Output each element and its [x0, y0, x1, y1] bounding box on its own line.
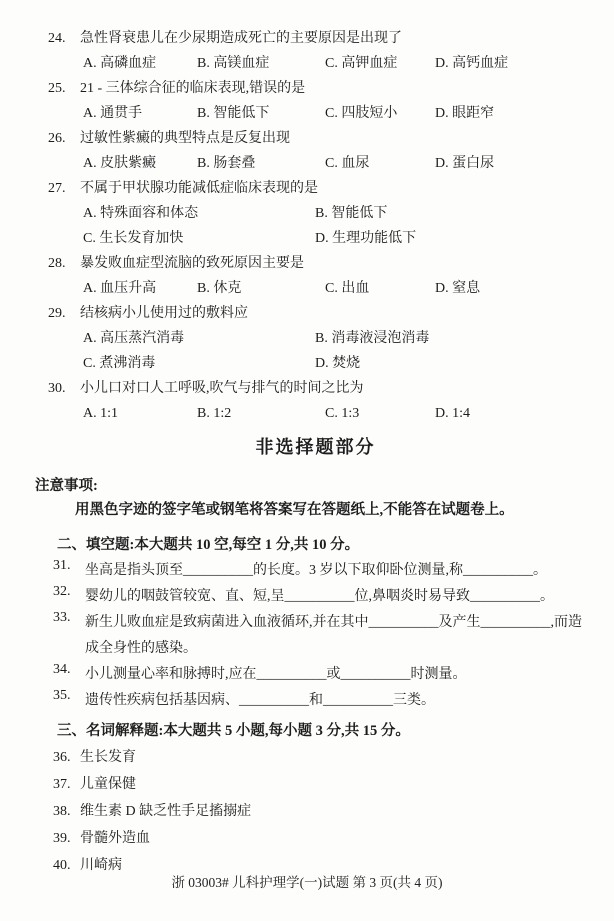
question-31-number: 31. [53, 558, 71, 573]
question-36-text: 生长发育 [80, 750, 136, 765]
term-section-title: 三、名词解释题:本大题共 5 小题,每小题 3 分,共 15 分。 [57, 723, 410, 739]
question-37-number: 37. [53, 777, 71, 792]
question-30-text: 小儿口对口人工呼吸,吹气与排气的时间之比为 [80, 381, 364, 396]
question-25-number: 25. [48, 81, 66, 96]
question-33 [35, 610, 596, 662]
question-24-text: 急性肾衰患儿在少尿期造成死亡的主要原因是出现了 [80, 31, 402, 46]
question-26 [48, 126, 596, 176]
part-heading: 非选择题部分 [255, 437, 376, 457]
question-31 [35, 558, 596, 584]
question-33-text-line1: 新生儿败血症是致病菌进入血液循环,并在其中__________及产生__________,而造 [85, 615, 582, 630]
question-25-option-c: C. 四肢短小 [325, 106, 398, 121]
question-25-option-d: D. 眼距窄 [435, 106, 495, 121]
question-35 [35, 688, 596, 714]
question-39 [35, 825, 596, 852]
multiple-choice-section [48, 26, 596, 426]
question-25-option-b: B. 智能低下 [197, 106, 270, 121]
question-30-option-a: A. 1:1 [83, 406, 118, 421]
question-26-number: 26. [48, 131, 66, 146]
question-27-option-b: B. 智能低下 [315, 206, 388, 221]
notice-text: 用黑色字迹的签字笔或钢笔将答案写在答题纸上,不能答在试题卷上。 [75, 502, 514, 518]
question-26-option-d: D. 蛋白尿 [435, 156, 495, 171]
question-36-number: 36. [53, 750, 71, 765]
question-40-number: 40. [53, 858, 71, 873]
question-29-option-a: A. 高压蒸汽消毒 [83, 331, 185, 346]
question-25-option-a: A. 通贯手 [83, 106, 143, 121]
question-35-text: 遗传性疾病包括基因病、__________和__________三类。 [85, 693, 435, 708]
question-32-number: 32. [53, 584, 71, 599]
fill-section-title: 二、填空题:本大题共 10 空,每空 1 分,共 10 分。 [57, 537, 360, 553]
question-27-option-d: D. 生理功能低下 [315, 231, 417, 246]
question-31-text: 坐高是指头顶至__________的长度。3 岁以下取仰卧位测量,称__________。 [85, 563, 547, 578]
question-34-number: 34. [53, 662, 71, 677]
question-27-number: 27. [48, 181, 66, 196]
notice-block [35, 474, 596, 522]
question-28 [48, 251, 596, 301]
question-32-text: 婴幼儿的咽鼓管较宽、直、短,呈__________位,鼻咽炎时易导致__________。 [85, 589, 554, 604]
question-28-text: 暴发败血症型流脑的致死原因主要是 [80, 256, 304, 271]
question-34 [35, 662, 596, 688]
question-30-number: 30. [48, 381, 66, 396]
question-25 [48, 76, 596, 126]
question-25-text: 21 - 三体综合征的临床表现,错误的是 [80, 81, 306, 96]
question-33-number: 33. [53, 610, 71, 625]
question-35-number: 35. [53, 688, 71, 703]
page-footer: 浙 03003# 儿科护理学(一)试题 第 3 页(共 4 页) [171, 875, 443, 890]
question-30-option-b: B. 1:2 [197, 406, 232, 421]
question-27 [48, 176, 596, 251]
question-40-text: 川崎病 [80, 858, 122, 873]
question-29-option-b: B. 消毒液浸泡消毒 [315, 331, 430, 346]
question-24-option-d: D. 高钙血症 [435, 56, 509, 71]
question-26-text: 过敏性紫癜的典型特点是反复出现 [80, 131, 290, 146]
question-27-option-a: A. 特殊面容和体态 [83, 206, 199, 221]
question-33-text-line2: 成全身性的感染。 [85, 641, 197, 656]
question-29-option-d: D. 焚烧 [315, 356, 361, 371]
question-24 [48, 26, 596, 76]
question-26-option-c: C. 血尿 [325, 156, 370, 171]
question-30-option-c: C. 1:3 [325, 406, 360, 421]
question-34-text: 小儿测量心率和脉搏时,应在__________或__________时测量。 [85, 667, 467, 682]
question-24-option-b: B. 高镁血症 [197, 56, 270, 71]
question-39-number: 39. [53, 831, 71, 846]
notice-label: 注意事项: [35, 478, 98, 494]
question-37 [35, 771, 596, 798]
question-38-number: 38. [53, 804, 71, 819]
question-28-number: 28. [48, 256, 66, 271]
question-38-text: 维生素 D 缺乏性手足搐搦症 [80, 804, 252, 819]
question-28-option-c: C. 出血 [325, 281, 370, 296]
question-36 [35, 744, 596, 771]
question-29 [48, 301, 596, 376]
question-26-option-b: B. 肠套叠 [197, 156, 256, 171]
question-29-text: 结核病小儿使用过的敷料应 [80, 306, 248, 321]
question-28-option-d: D. 窒息 [435, 281, 481, 296]
question-27-text: 不属于甲状腺功能减低症临床表现的是 [80, 181, 318, 196]
question-29-number: 29. [48, 306, 66, 321]
question-28-option-a: A. 血压升高 [83, 281, 157, 296]
question-24-number: 24. [48, 31, 66, 46]
question-24-option-c: C. 高钾血症 [325, 56, 398, 71]
question-27-option-c: C. 生长发育加快 [83, 231, 184, 246]
question-37-text: 儿童保健 [80, 777, 136, 792]
question-32 [35, 584, 596, 610]
question-28-option-b: B. 休克 [197, 281, 242, 296]
question-30-option-d: D. 1:4 [435, 406, 470, 421]
question-26-option-a: A. 皮肤紫癜 [83, 156, 157, 171]
question-24-option-a: A. 高磷血症 [83, 56, 157, 71]
question-38 [35, 798, 596, 825]
question-30 [48, 376, 596, 426]
question-29-option-c: C. 煮沸消毒 [83, 356, 156, 371]
question-39-text: 骨髓外造血 [80, 831, 150, 846]
